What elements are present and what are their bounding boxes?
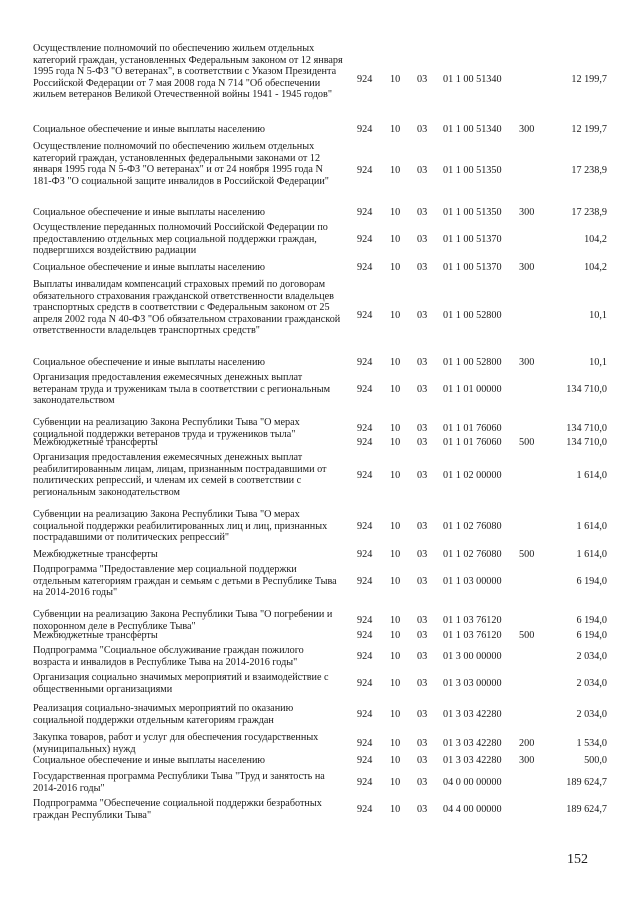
row-description: Реализация социально-значимых мероприятий по оказанию социальной поддержки отдельным категориям граждан [33, 703, 294, 726]
ministry-code: 924 [357, 678, 373, 689]
section-code: 10 [390, 423, 401, 434]
ministry-code: 924 [357, 709, 373, 720]
ministry-code: 924 [357, 576, 373, 587]
row-description: Межбюджетные трансферты [33, 549, 158, 560]
ministry-code: 924 [357, 777, 373, 788]
target-article-code: 01 3 03 42280 [443, 709, 502, 720]
section-code: 10 [390, 651, 401, 662]
ministry-code: 924 [357, 207, 373, 218]
amount: 1 614,0 [576, 521, 607, 532]
subsection-code: 03 [417, 262, 428, 273]
section-code: 10 [390, 207, 401, 218]
section-code: 10 [390, 777, 401, 788]
amount: 6 194,0 [576, 576, 607, 587]
expense-type-code: 300 [519, 357, 535, 368]
section-code: 10 [390, 630, 401, 641]
ministry-code: 924 [357, 549, 373, 560]
target-article-code: 01 1 03 76120 [443, 615, 502, 626]
section-code: 10 [390, 124, 401, 135]
amount: 17 238,9 [571, 207, 607, 218]
target-article-code: 01 1 01 76060 [443, 437, 502, 448]
amount: 1 614,0 [576, 549, 607, 560]
row-description: Субвенции на реализацию Закона Республики Тыва "О погребении и похоронном деле в Республике Тыва" [33, 609, 333, 632]
row-description: Осуществление переданных полномочий Российской Федерации по предоставлению отдельных мер социальной поддержки граждан, подвергшихся воздействию радиации [33, 222, 328, 257]
amount: 10,1 [589, 310, 607, 321]
target-article-code: 01 1 01 76060 [443, 423, 502, 434]
target-article-code: 01 1 00 51340 [443, 74, 502, 85]
subsection-code: 03 [417, 549, 428, 560]
ministry-code: 924 [357, 357, 373, 368]
ministry-code: 924 [357, 74, 373, 85]
subsection-code: 03 [417, 777, 428, 788]
section-code: 10 [390, 234, 401, 245]
row-description: Социальное обеспечение и иные выплаты населению [33, 207, 266, 218]
amount: 10,1 [589, 357, 607, 368]
row-description: Осуществление полномочий по обеспечению жильем отдельных категорий граждан, установленных Федеральным законом от 12 января 1995 года N 5-ФЗ "О ветеранах", в соответствии с Указом Президента Российской Федерации от 7 мая 2008 года N 714 "Об обеспечении жильем ветеранов Великой Отечественной войны 1941 - 1945 годов" [33, 43, 343, 101]
section-code: 10 [390, 357, 401, 368]
ministry-code: 924 [357, 630, 373, 641]
row-description: Субвенции на реализацию Закона Республики Тыва "О мерах социальной поддержки ветеранов труда и тружеников тыла" [33, 417, 300, 440]
expense-type-code: 500 [519, 437, 535, 448]
target-article-code: 01 1 00 51340 [443, 124, 502, 135]
amount: 500,0 [584, 755, 607, 766]
amount: 2 034,0 [576, 651, 607, 662]
amount: 12 199,7 [571, 74, 607, 85]
section-code: 10 [390, 470, 401, 481]
amount: 1 534,0 [576, 738, 607, 749]
subsection-code: 03 [417, 124, 428, 135]
target-article-code: 01 3 03 42280 [443, 755, 502, 766]
subsection-code: 03 [417, 423, 428, 434]
target-article-code: 01 1 02 00000 [443, 470, 502, 481]
row-description: Социальное обеспечение и иные выплаты населению [33, 124, 266, 135]
target-article-code: 01 1 00 51370 [443, 234, 502, 245]
row-description: Организация предоставления ежемесячных денежных выплат реабилитированным лицам, лицам, признанным пострадавшими от политических репрессий, и членам их семей в соответствии с региональным законодательством [33, 452, 327, 498]
ministry-code: 924 [357, 310, 373, 321]
subsection-code: 03 [417, 357, 428, 368]
row-description: Осуществление полномочий по обеспечению жильем отдельных категорий граждан, установленных федеральными законами от 12 января 1995 года N 5-ФЗ "О ветеранах" и от 24 ноября 1995 года N 181-ФЗ "О социальной защите инвалидов в Российской Федерации" [33, 141, 329, 187]
subsection-code: 03 [417, 709, 428, 720]
target-article-code: 01 1 00 51370 [443, 262, 502, 273]
row-description: Межбюджетные трансферты [33, 630, 158, 641]
subsection-code: 03 [417, 755, 428, 766]
subsection-code: 03 [417, 738, 428, 749]
section-code: 10 [390, 310, 401, 321]
subsection-code: 03 [417, 437, 428, 448]
section-code: 10 [390, 74, 401, 85]
section-code: 10 [390, 678, 401, 689]
target-article-code: 01 1 00 51350 [443, 207, 502, 218]
amount: 2 034,0 [576, 709, 607, 720]
section-code: 10 [390, 165, 401, 176]
row-description: Социальное обеспечение и иные выплаты населению [33, 262, 266, 273]
section-code: 10 [390, 437, 401, 448]
amount: 1 614,0 [576, 470, 607, 481]
subsection-code: 03 [417, 207, 428, 218]
target-article-code: 01 1 01 00000 [443, 384, 502, 395]
ministry-code: 924 [357, 234, 373, 245]
row-description: Организация предоставления ежемесячных денежных выплат ветеранам труда и труженикам тыла в соответствии с региональным законодательством [33, 372, 331, 407]
amount: 6 194,0 [576, 630, 607, 641]
amount: 104,2 [584, 234, 607, 245]
target-article-code: 01 1 00 52800 [443, 357, 502, 368]
subsection-code: 03 [417, 234, 428, 245]
amount: 2 034,0 [576, 678, 607, 689]
ministry-code: 924 [357, 470, 373, 481]
section-code: 10 [390, 709, 401, 720]
subsection-code: 03 [417, 310, 428, 321]
expense-type-code: 300 [519, 262, 535, 273]
ministry-code: 924 [357, 384, 373, 395]
row-description: Закупка товаров, работ и услуг для обеспечения государственных (муниципальных) нужд [33, 732, 319, 755]
amount: 189 624,7 [566, 804, 607, 815]
section-code: 10 [390, 549, 401, 560]
row-description: Субвенции на реализацию Закона Республики Тыва "О мерах социальной поддержки реабилитированных лиц и лиц, признанных пострадавшими от политических репрессий" [33, 509, 328, 544]
expense-type-code: 200 [519, 738, 535, 749]
ministry-code: 924 [357, 804, 373, 815]
section-code: 10 [390, 384, 401, 395]
amount: 104,2 [584, 262, 607, 273]
subsection-code: 03 [417, 384, 428, 395]
target-article-code: 01 1 02 76080 [443, 521, 502, 532]
amount: 12 199,7 [571, 124, 607, 135]
target-article-code: 01 1 00 52800 [443, 310, 502, 321]
subsection-code: 03 [417, 74, 428, 85]
section-code: 10 [390, 755, 401, 766]
ministry-code: 924 [357, 124, 373, 135]
amount: 134 710,0 [566, 423, 607, 434]
row-description: Межбюджетные трансферты [33, 437, 158, 448]
section-code: 10 [390, 521, 401, 532]
page-number: 152 [567, 852, 588, 867]
subsection-code: 03 [417, 576, 428, 587]
subsection-code: 03 [417, 165, 428, 176]
row-description: Государственная программа Республики Тыва "Труд и занятость на 2014-2016 годы" [33, 771, 325, 794]
ministry-code: 924 [357, 738, 373, 749]
subsection-code: 03 [417, 615, 428, 626]
target-article-code: 04 4 00 00000 [443, 804, 502, 815]
target-article-code: 01 1 03 00000 [443, 576, 502, 587]
target-article-code: 01 3 03 00000 [443, 678, 502, 689]
expense-type-code: 300 [519, 207, 535, 218]
ministry-code: 924 [357, 651, 373, 662]
ministry-code: 924 [357, 755, 373, 766]
target-article-code: 01 1 02 76080 [443, 549, 502, 560]
ministry-code: 924 [357, 165, 373, 176]
section-code: 10 [390, 576, 401, 587]
section-code: 10 [390, 804, 401, 815]
target-article-code: 01 1 03 76120 [443, 630, 502, 641]
expense-type-code: 300 [519, 124, 535, 135]
target-article-code: 01 3 03 42280 [443, 738, 502, 749]
ministry-code: 924 [357, 521, 373, 532]
row-description: Выплаты инвалидам компенсаций страховых премий по договорам обязательного страхования гражданской ответственности владельцев транспортных средств в соответствии с Федеральным законом от 25 апреля 2002 года N 40-ФЗ "Об обязательном страховании гражданской ответственности владельцев транспортных средств" [33, 279, 341, 337]
target-article-code: 01 1 00 51350 [443, 165, 502, 176]
ministry-code: 924 [357, 423, 373, 434]
amount: 17 238,9 [571, 165, 607, 176]
section-code: 10 [390, 615, 401, 626]
amount: 189 624,7 [566, 777, 607, 788]
subsection-code: 03 [417, 678, 428, 689]
section-code: 10 [390, 738, 401, 749]
target-article-code: 01 3 00 00000 [443, 651, 502, 662]
amount: 134 710,0 [566, 384, 607, 395]
amount: 134 710,0 [566, 437, 607, 448]
subsection-code: 03 [417, 470, 428, 481]
row-description: Подпрограмма "Социальное обслуживание граждан пожилого возраста и инвалидов в Республике Тыва на 2014-2016 годы" [33, 645, 304, 668]
row-description: Организация социально значимых мероприятий и взаимодействие с общественными организациями [33, 672, 329, 695]
row-description: Подпрограмма "Обеспечение социальной поддержки безработных граждан Республики Тыва" [33, 798, 322, 821]
expense-type-code: 500 [519, 630, 535, 641]
subsection-code: 03 [417, 521, 428, 532]
row-description: Социальное обеспечение и иные выплаты населению [33, 357, 266, 368]
target-article-code: 04 0 00 00000 [443, 777, 502, 788]
section-code: 10 [390, 262, 401, 273]
expense-type-code: 300 [519, 755, 535, 766]
subsection-code: 03 [417, 804, 428, 815]
subsection-code: 03 [417, 651, 428, 662]
ministry-code: 924 [357, 615, 373, 626]
subsection-code: 03 [417, 630, 428, 641]
expense-type-code: 500 [519, 549, 535, 560]
ministry-code: 924 [357, 437, 373, 448]
amount: 6 194,0 [576, 615, 607, 626]
row-description: Подпрограмма "Предоставление мер социальной поддержки отдельным категориям граждан и семьям с детьми в Республике Тыва на 2014-2016 годы" [33, 564, 337, 599]
ministry-code: 924 [357, 262, 373, 273]
row-description: Социальное обеспечение и иные выплаты населению [33, 755, 266, 766]
